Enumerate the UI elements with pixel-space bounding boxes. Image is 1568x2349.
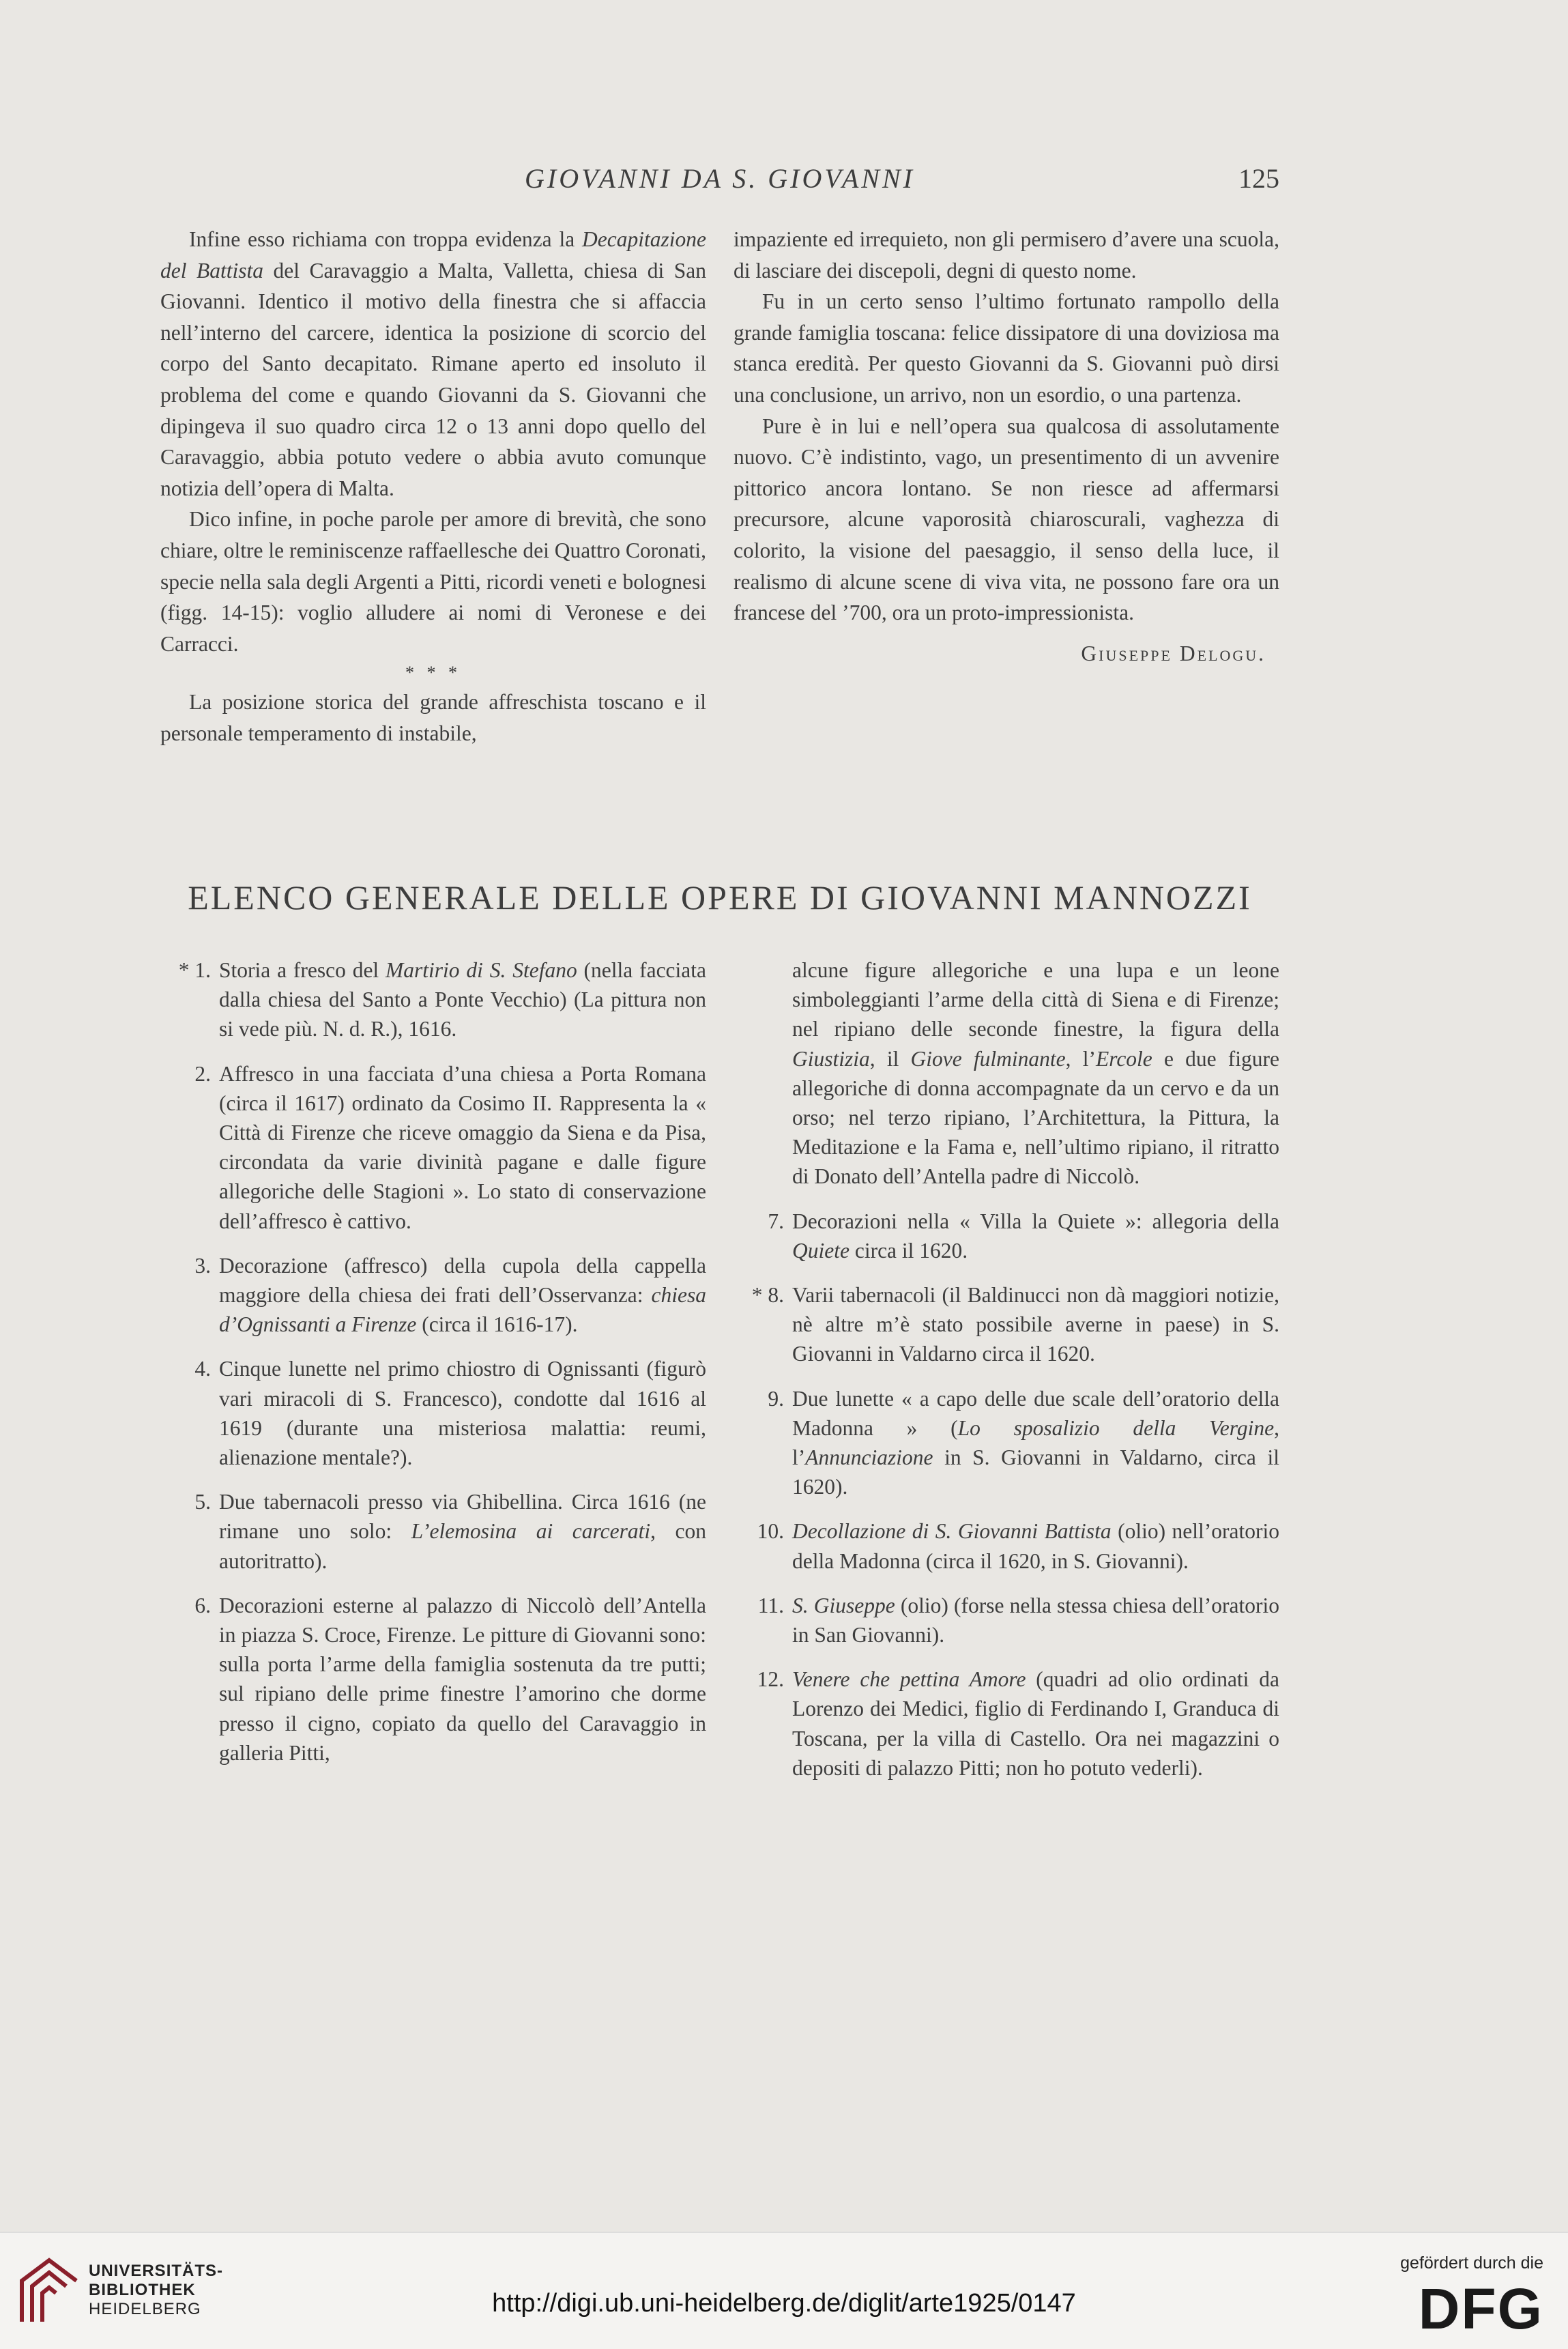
library-name-line2: BIBLIOTHEK [89,2281,196,2299]
left-paragraphs [160,224,706,659]
entry-text [792,1591,1279,1649]
text-run: Cinque lunette nel primo chiostro di Ognissanti (figurò vari miracoli di S. Francesco), condotte dal 1616 al 1619 (durante una misteriosa malattia: reumi, alienazione mentale?). [219,1357,706,1470]
text-run: (olio) (forse nella stessa chiesa dell’oratorio in San Giovanni). [792,1593,1279,1647]
italic-title-run: Venere che pettina Amore [792,1667,1026,1692]
running-header [160,162,1279,203]
text-run: (nella facciata dalla chiesa del Santo a Ponte Vecchio) (La pittura non si vede più. N. d. R.), 1616. [219,958,706,1041]
italic-title-run: chiesa d’Ognissanti a Firenze [219,1283,706,1337]
article-left-column [160,224,706,749]
section-separator: * * * [405,663,461,683]
italic-title-run: Decollazione di S. Giovanni Battista [792,1519,1112,1544]
article-paragraph: Fu in un certo senso l’ultimo fortunato rampollo della grande famiglia toscana: felice dissipatore di una doviziosa ma stanca eredità. Per questo Giovanni da S. Giovanni può dirsi una conclusione, un arrivo, non un esordio, o una partenza. [734,289,1279,407]
text-run: Due lunette « a capo delle due scale dell’oratorio della Madonna » ( [792,1386,1279,1440]
text-run: Due tabernacoli presso via Ghibellina. Circa 1616 (ne rimane uno solo: [219,1490,706,1544]
text-run: Varii tabernacoli (il Baldinucci non dà maggiori notizie, nè altre m’è stato possibile averne in paese) in S. Giovanni in Valdarno circa il 1620. [792,1283,1279,1366]
entry-number: 9. [768,1386,784,1411]
digital-object-url[interactable]: http://digi.ub.uni-heidelberg.de/diglit/arte1925/0147 [492,2289,1076,2318]
text-run: Infine esso richiama con troppa evidenza la [189,227,583,251]
text-run: , il [869,1046,911,1071]
library-name-line1: UNIVERSITÄTS- [89,2262,224,2280]
entry-number: 2. [194,1061,211,1086]
text-run: Affresco in una facciata d’una chiesa a Porta Romana (circa il 1617) ordinato da Cosimo II. Rappresenta la « Città di Firenze che riceve omaggio da Siena e da Pisa, circondata da varie divinità pagane e dalle figure allegoriche delle Stagioni ». Lo stato di conservazione dell’affresco è cattivo. [219,1061,706,1233]
entry-number: 6. [194,1593,211,1617]
italic-title-run: Giustizia [792,1046,870,1071]
article-paragraph: impaziente ed irrequieto, non gli permisero d’avere una scuola, di lasciare dei discepoli, degni di questo nome. [734,227,1279,283]
digitization-footer [0,2232,1568,2349]
dfg-logo: DFG [1418,2277,1543,2341]
entry-text [792,1516,1279,1575]
text-run: Dico infine, in poche parole per amore di brevità, che sono chiare, oltre le reminiscenze raffaellesche dei Quattro Coronati, specie nella sala degli Argenti a Pitti, ricordi veneti e bolognesi (figg. 14-15): voglio alludere ai nomi di Veronese e dei Carracci. [160,507,706,656]
text-run: alcune figure allegoriche e una lupa e un leone simboleggianti l’arme della città di Siena e di Firenze; nel ripiano delle seconde finestre, la figura della [792,958,1279,1041]
entry-number: * 8. [751,1283,784,1308]
list-entry [160,1487,706,1576]
italic-title-run: Decapitazione del Battista [160,227,706,283]
right-paragraphs [734,224,1279,629]
works-list-left [160,955,706,1783]
italic-title-run: Giove fulminante [910,1046,1066,1071]
entry-text [219,1487,706,1576]
entry-number: * 1. [178,958,211,982]
text-run: Storia a fresco del [219,958,386,982]
list-entry [160,1591,706,1768]
entry-number: 10. [757,1519,784,1544]
text-run: (olio) nell’oratorio della Madonna (circa il 1620, in S. Giovanni). [792,1519,1279,1573]
entry-text [219,1591,706,1768]
text-run: , l’ [1065,1046,1096,1071]
page-number: 125 [1238,163,1279,194]
text-run: Decorazioni esterne al palazzo di Niccolò dell’Antella in piazza S. Croce, Firenze. Le pitture di Giovanni sono: sulla porta l’arme della famiglia sostenuta da tre putti; sul ripiano delle prime finestre l’amorino che dorme presso il cigno, copiato da quello del Caravaggio in galleria Pitti, [219,1593,706,1765]
list-entry [160,1059,706,1236]
italic-title-run: Lo sposalizio della Vergine [957,1415,1275,1440]
list-entry [160,1354,706,1472]
list-entry [734,1591,1279,1649]
article-right-column [734,224,1279,669]
entry-number: 3. [194,1253,211,1278]
list-heading: ELENCO GENERALE DELLE OPERE DI GIOVANNI MANNOZZI [188,878,1252,917]
list-entry [734,1665,1279,1783]
entry-text [219,1059,706,1236]
text-run: e due figure allegoriche di donna accompagnate da un cervo e da un orso; nel terzo ripiano, l’Architettura, la Pittura, la Meditazione e la Fama e, nell’ultimo ripiano, il ritratto di Donato dell’Antella padre di Niccolò. [792,1046,1279,1189]
article-paragraph [160,504,706,659]
text-run: (circa il 1616-17). [416,1312,578,1337]
entry-number: 7. [768,1209,784,1233]
entry-text [792,1280,1279,1369]
italic-title-run: Ercole [1095,1046,1152,1071]
entry-text [219,1354,706,1472]
italic-title-run: Quiete [792,1238,850,1263]
list-entry [160,1251,706,1340]
text-run: , con autoritratto). [219,1519,707,1573]
text-run: , l’ [792,1415,1279,1470]
text-run: in S. Giovanni in Valdarno, circa il 1620). [792,1445,1279,1499]
entry-number: 5. [194,1490,211,1514]
entry-number: 4. [194,1357,211,1381]
italic-title-run: L’elemosina ai carcerati [411,1519,651,1544]
list-entry [160,955,706,1044]
entry-number: 11. [757,1593,784,1617]
entry-text [219,1251,706,1340]
entry-text [792,1665,1279,1783]
article-paragraph: Pure è in lui e nell’opera sua qualcosa di assolutamente nuovo. C’è indistinto, vago, un presentimento di un avvenire pittorico ancora lontano. Se non riesce ad affermarsi precursore, alcune vaporosità chiaroscurali, vaghezza di colorito, la visione del paesaggio, il senso della luce, il realismo di alcune scene di viva vita, ne possono fare ora un francese del ’700, ora un proto-impressionista. [734,414,1279,625]
sponsor-text: gefördert durch die [1400,2253,1543,2273]
works-list-right [734,955,1279,1798]
text-run: del Caravaggio a Malta, Valletta, chiesa di San Giovanni. Identico il motivo della finestra che si affaccia nell’interno del carcere, identica la posizione di scorcio del corpo del Santo decapitato. Rimane aperto ed insoluto il problema del come e quando Giovanni da S. Giovanni che dipingeva il suo quadro circa 12 o 13 anni dopo quello del Caravaggio, abbia potuto vedere o abbia avuto comunque notizia dell’opera di Malta. [160,258,706,500]
closing-paragraph-start: La posizione storica del grande affreschista toscano e il personale temperamento di instabile, [160,690,706,745]
text-run: (quadri ad olio ordinati da Lorenzo dei Medici, figlio di Ferdinando I, Granduca di Toscana, per la villa di Castello. Ora nei magazzini o depositi di palazzo Pitti; non ho potuto vederli). [792,1667,1279,1780]
entry-text [792,1384,1279,1502]
library-name-line3: HEIDELBERG [89,2300,201,2318]
list-entry [734,1516,1279,1575]
author-signature: Giuseppe Delogu. [1081,641,1266,665]
article-paragraph [160,224,706,504]
list-entry [734,1280,1279,1369]
running-title: GIOVANNI DA S. GIOVANNI [525,163,915,194]
entry-text [219,955,706,1044]
list-entry-continuation [734,955,1279,1192]
entry-text [792,1207,1279,1265]
entry-number: 12. [757,1667,784,1692]
list-entry [734,1207,1279,1265]
list-entry [734,1384,1279,1502]
italic-title-run: Annunciazione [805,1445,933,1470]
italic-title-run: Martirio di S. Stefano [386,958,577,982]
text-run: Decorazioni nella « Villa la Quiete »: allegoria della [792,1209,1279,1233]
italic-title-run: S. Giuseppe [792,1593,895,1617]
text-run: circa il 1620. [849,1238,968,1263]
text-run: Decorazione (affresco) della cupola della cappella maggiore della chiesa dei frati dell’Osservanza: [219,1253,706,1308]
